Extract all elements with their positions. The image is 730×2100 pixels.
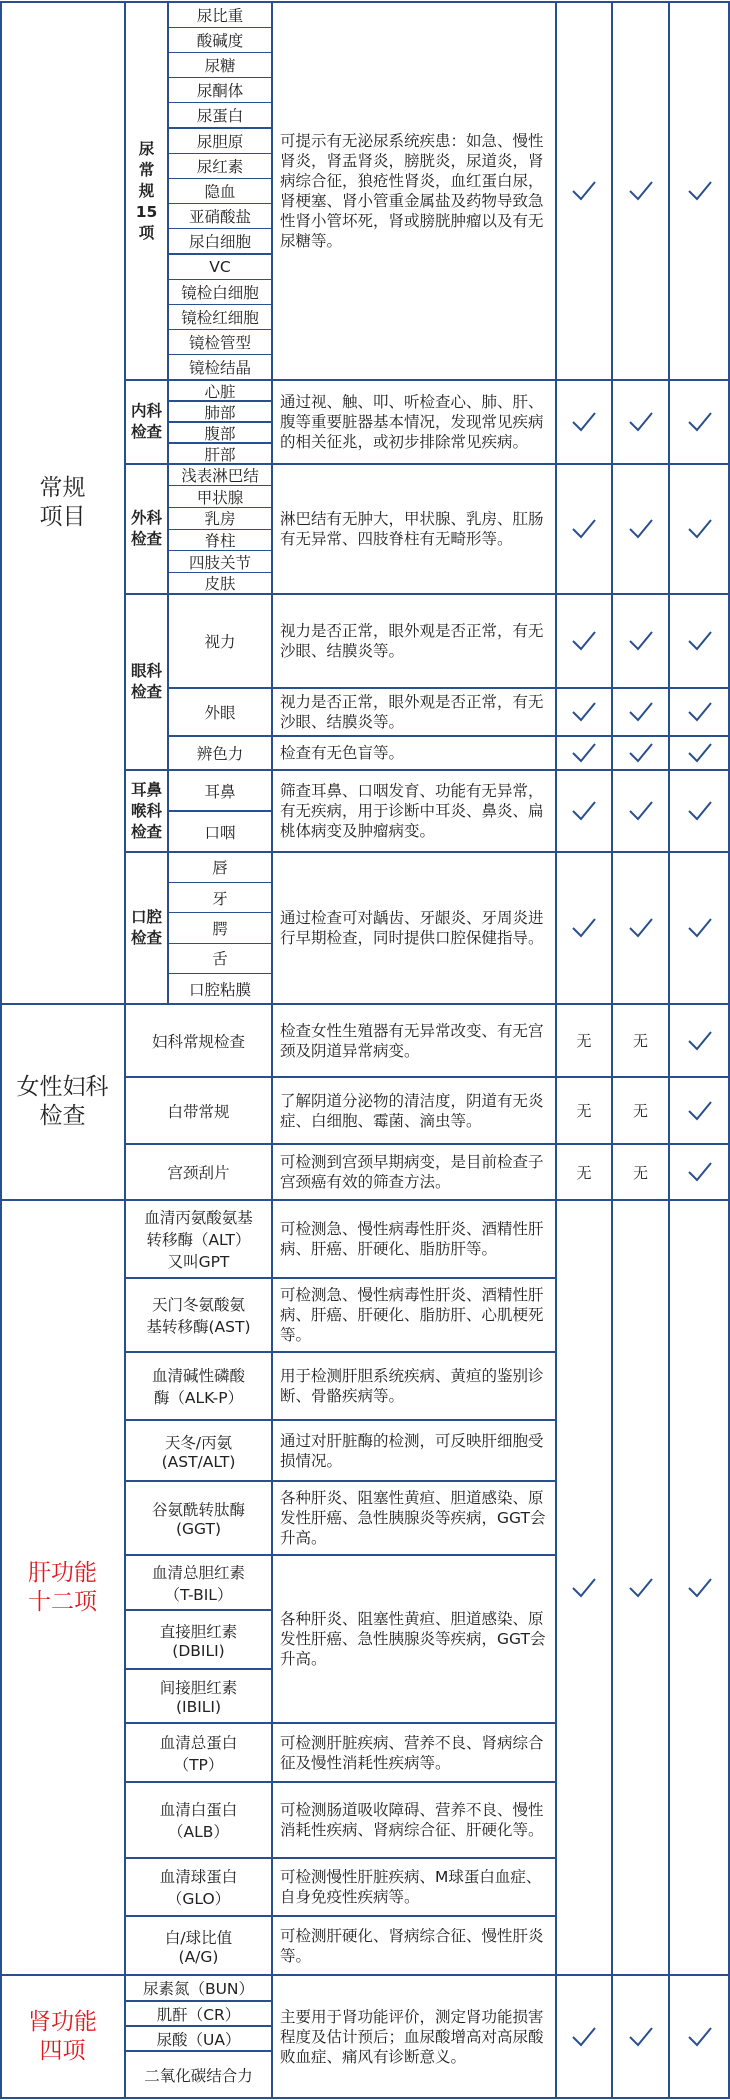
grid-line — [272, 1419, 556, 1420]
grid-line — [125, 1915, 272, 1916]
eye-desc: 检查有无色盲等。 — [280, 744, 405, 762]
check-icon — [612, 1200, 669, 1975]
grid-line — [168, 550, 272, 551]
grid-line — [168, 52, 272, 53]
grid-line — [125, 1277, 272, 1278]
eye-item: 辨色力 — [196, 745, 244, 763]
check-icon — [556, 464, 612, 594]
ent-group-label: 耳鼻 喉科 检查 — [130, 780, 162, 841]
liver-desc: 可检测急、慢性病毒性肝炎、酒精性肝病、肝癌、肝硬化、脂肪肝等。 — [280, 1220, 544, 1258]
liver-item: 血清碱性磷酸 酶（ALK-P） — [151, 1367, 245, 1407]
grid-line — [125, 1781, 272, 1782]
grid-line — [168, 178, 272, 179]
grid-line — [0, 1003, 730, 1005]
grid-line — [168, 973, 272, 974]
liver-item: 天冬/丙氨 (AST/ALT) — [161, 1433, 236, 1471]
check-icon — [612, 770, 669, 852]
grid-line — [168, 127, 272, 128]
internal-item: 心脏 — [204, 382, 236, 401]
kidney-item: 尿酸（UA） — [156, 2030, 241, 2049]
urine-item: 镜检结晶 — [188, 359, 251, 378]
check-icon — [556, 1200, 612, 1975]
grid-line — [167, 2, 169, 1004]
grid-line — [271, 2, 273, 1004]
check-icon — [556, 380, 612, 464]
grid-line — [0, 1199, 730, 1201]
kidney-item: 肌酐（CR） — [156, 2005, 241, 2024]
eye-item: 外眼 — [204, 704, 236, 722]
section-label-liver: 肝功能 十二项 — [28, 1559, 97, 1615]
not-included-label: 无 — [632, 1163, 648, 1182]
grid-line — [168, 687, 730, 688]
surgery-item: 脊柱 — [204, 531, 236, 550]
check-icon — [669, 1077, 730, 1144]
grid-line — [271, 1004, 273, 1200]
section-label-gyn: 女性妇科 检查 — [16, 1074, 109, 1129]
check-icon — [669, 688, 730, 736]
ent-item: 耳鼻 — [204, 782, 236, 801]
grid-line — [272, 1722, 556, 1723]
gyn-desc: 检查女性生殖器有无异常改变、有无宫颈及阴道异常病变。 — [280, 1021, 544, 1060]
grid-line — [272, 1857, 556, 1858]
check-icon — [556, 2, 612, 380]
grid-line — [272, 1781, 556, 1782]
grid-line — [125, 2025, 272, 2026]
grid-line — [0, 1, 730, 3]
liver-desc: 可检测慢性肝脏疾病、M球蛋白血症、自身免疫性疾病等。 — [280, 1868, 542, 1906]
grid-line — [555, 2, 557, 2098]
liver-item: 间接胆红素 (IBILI) — [159, 1679, 238, 1716]
surgery-item: 皮肤 — [204, 575, 236, 594]
grid-line — [168, 153, 272, 154]
check-icon — [556, 770, 612, 852]
check-icon — [612, 852, 669, 1004]
check-icon — [669, 1144, 730, 1200]
check-icon — [556, 688, 612, 736]
check-icon — [669, 594, 730, 688]
check-icon — [612, 380, 669, 464]
liver-item: 血清白蛋白 （ALB） — [159, 1801, 238, 1841]
urine-item: 尿白细胞 — [188, 233, 251, 252]
grid-line — [168, 203, 272, 204]
urine-item: 尿糖 — [204, 56, 236, 75]
check-icon — [556, 1975, 612, 2098]
grid-line — [272, 1277, 556, 1278]
grid-line — [168, 572, 272, 573]
oral-item: 牙 — [212, 889, 228, 908]
check-icon — [669, 736, 730, 770]
grid-line — [168, 943, 272, 944]
urine-item: 尿比重 — [196, 6, 244, 25]
oral-item: 口腔粘膜 — [188, 980, 251, 999]
grid-line — [611, 2, 613, 2098]
grid-line — [125, 1722, 272, 1723]
grid-line — [168, 77, 272, 78]
check-icon — [612, 2, 669, 380]
ent-desc: 筛查耳鼻、口咽发育、功能有无异常，有无疾病，用于诊断中耳炎、鼻炎、扁桃体病变及肿瘤病变。 — [280, 782, 544, 840]
urine-item: VC — [209, 257, 231, 276]
urine-item: 尿蛋白 — [196, 107, 244, 126]
surgery-desc: 淋巴结有无肿大，甲状腺、乳房、肛肠有无异常、四肢脊柱有无畸形等。 — [280, 510, 544, 549]
internal-desc: 通过视、触、叩、听检查心、肺、肝、腹等重要脏器基本情况，发现常见疾病的相关征兆，或初步排除常见疾病。 — [280, 393, 544, 451]
eye-desc: 视力是否正常，眼外观是否正常，有无沙眼、结膜炎等。 — [280, 693, 544, 731]
eye-item: 视力 — [204, 633, 236, 652]
urine-item: 镜检红细胞 — [181, 308, 259, 327]
grid-line — [0, 2, 2, 2098]
grid-line — [668, 2, 670, 2098]
check-icon — [612, 736, 669, 770]
grid-line — [272, 1554, 556, 1555]
urine-item: 隐血 — [204, 182, 236, 201]
check-icon — [669, 770, 730, 852]
gyn-desc: 了解阴道分泌物的清洁度，阴道有无炎症、白细胞、霉菌、滴虫等。 — [280, 1091, 544, 1130]
check-icon — [612, 594, 669, 688]
grid-line — [168, 735, 730, 736]
grid-line — [168, 912, 272, 913]
check-icon — [556, 736, 612, 770]
grid-line — [272, 1915, 556, 1916]
liver-item: 血清总胆红素 （T-BIL） — [151, 1563, 245, 1604]
liver-desc: 可检测肝脏疾病、营养不良、肾病综合征及慢性消耗性疾病等。 — [280, 1733, 544, 1772]
grid-line — [0, 1974, 730, 1976]
grid-line — [0, 2097, 730, 2099]
check-icon — [669, 1004, 730, 1077]
not-included-label: 无 — [632, 1032, 648, 1050]
internal-group-label: 内科 检查 — [130, 402, 162, 441]
liver-desc: 用于检测肝胆系统疾病、黄疸的鉴别诊断、骨骼疾病等。 — [280, 1367, 544, 1405]
internal-item: 腹部 — [204, 424, 236, 443]
liver-desc: 可检测肠道吸收障碍、营养不良、慢性消耗性疾病、肾病综合征、肝硬化等。 — [280, 1801, 544, 1839]
not-included-label: 无 — [576, 1032, 592, 1050]
grid-line — [168, 485, 272, 486]
oral-item: 舌 — [212, 950, 228, 969]
urine-item: 亚硝酸盐 — [188, 208, 251, 227]
grid-line — [272, 1480, 556, 1481]
check-icon — [612, 464, 669, 594]
grid-line — [271, 1975, 273, 2098]
grid-line — [125, 1857, 272, 1858]
liver-desc: 可检测肝硬化、肾病综合征、慢性肝炎等。 — [280, 1926, 544, 1965]
grid-line — [125, 2050, 272, 2051]
liver-item: 天门冬氨酸氨 基转移酶(AST) — [146, 1296, 251, 1336]
urine-desc: 可提示有无泌尿系统疾患：如急、慢性肾炎，肾盂肾炎，膀胱炎，尿道炎，肾病综合征，狼疮性肾炎，血红蛋白尿，肾梗塞、肾小管重金属盐及药物导致急性肾小管坏死，肾或膀胱肿瘤以及有无尿糖等。 — [280, 132, 544, 250]
kidney-item: 尿素氮（BUN） — [142, 1980, 255, 1998]
surgery-item: 乳房 — [204, 510, 236, 529]
grid-line — [125, 1609, 272, 1610]
oral-item: 唇 — [212, 859, 228, 878]
check-icon — [669, 852, 730, 1004]
grid-line — [124, 1004, 126, 1200]
grid-line — [125, 1554, 272, 1555]
liver-item: 血清丙氨酸氨基 转移酶（ALT） 又叫GPT — [144, 1209, 253, 1271]
oral-desc: 通过检查可对龋齿、牙龈炎、牙周炎进行早期检查，同时提供口腔保健指导。 — [280, 909, 544, 947]
internal-item: 肝部 — [204, 445, 236, 464]
gyn-item: 宫颈刮片 — [167, 1164, 230, 1182]
check-icon — [556, 852, 612, 1004]
grid-line — [125, 1351, 272, 1352]
liver-item: 谷氨酰转肽酶 (GGT) — [151, 1501, 245, 1538]
surgery-group-label: 外科 检查 — [130, 509, 162, 549]
grid-line — [125, 1143, 730, 1144]
urine-item: 尿红素 — [196, 157, 244, 176]
surgery-item: 甲状腺 — [196, 488, 244, 507]
urine-item: 镜检管型 — [188, 334, 251, 353]
liver-desc: 可检测急、慢性病毒性肝炎、酒精性肝病、肝癌、肝硬化、脂肪肝、心肌梗死等。 — [280, 1286, 544, 1344]
liver-item: 直接胆红素 (DBILI) — [159, 1622, 238, 1660]
grid-line — [168, 228, 272, 229]
check-icon — [669, 380, 730, 464]
eye-desc: 视力是否正常，眼外观是否正常，有无沙眼、结膜炎等。 — [280, 622, 544, 661]
grid-line — [168, 102, 272, 103]
section-label-kidney: 肾功能 四项 — [28, 2008, 97, 2064]
check-icon — [669, 1200, 730, 1975]
check-icon — [556, 594, 612, 688]
grid-line — [168, 253, 272, 254]
not-included-label: 无 — [632, 1102, 648, 1120]
gyn-item: 妇科常规检查 — [151, 1032, 245, 1051]
grid-line — [124, 2, 126, 1004]
grid-line — [125, 1480, 272, 1481]
not-included-label: 无 — [576, 1102, 592, 1120]
grid-line — [168, 442, 272, 443]
check-icon — [669, 1975, 730, 2098]
ent-item: 口咽 — [204, 823, 236, 842]
surgery-item: 浅表淋巴结 — [181, 466, 259, 485]
gyn-desc: 可检测到宫颈早期病变，是目前检查子宫颈癌有效的筛查方法。 — [280, 1153, 544, 1191]
oral-item: 腭 — [212, 919, 228, 938]
grid-line — [168, 507, 272, 508]
grid-line — [168, 400, 272, 401]
grid-line — [168, 354, 272, 355]
check-icon — [612, 1975, 669, 2098]
grid-line — [125, 1076, 730, 1077]
kidney-desc: 主要用于肾功能评价，测定肾功能损害程度及估计预后；血尿酸增高对高尿酸败血症、痛风有诊断意义。 — [280, 2007, 544, 2066]
grid-line — [168, 304, 272, 305]
grid-line — [125, 1668, 272, 1669]
liver-desc: 各种肝炎、阻塞性黄疸、胆道感染、原发性肝癌、急性胰腺炎等疾病，GGT会升高。 — [280, 1610, 546, 1668]
gyn-item: 白带常规 — [167, 1102, 230, 1121]
grid-line — [272, 1351, 556, 1352]
check-icon — [669, 2, 730, 380]
oral-group-label: 口腔 检查 — [130, 908, 162, 947]
grid-line — [168, 279, 272, 280]
urine-item: 镜检白细胞 — [181, 283, 259, 302]
liver-desc: 各种肝炎、阻塞性黄疸、胆道感染、原发性肝癌、急性胰腺炎等疾病，GGT会升高。 — [280, 1489, 546, 1547]
urine-item: 尿胆原 — [196, 132, 244, 151]
grid-line — [168, 27, 272, 28]
not-included-label: 无 — [576, 1163, 592, 1182]
kidney-item: 二氧化碳结合力 — [144, 2066, 253, 2085]
grid-line — [168, 529, 272, 530]
check-icon — [669, 464, 730, 594]
grid-line — [168, 810, 272, 811]
liver-desc: 通过对肝脏酶的检测，可反映肝细胞受损情况。 — [280, 1431, 544, 1470]
check-icon — [612, 688, 669, 736]
urine-item: 酸碱度 — [196, 31, 244, 50]
internal-item: 肺部 — [204, 403, 236, 422]
grid-line — [168, 882, 272, 883]
urine-group-label: 尿 常 规 15 项 — [135, 139, 158, 242]
urine-item: 尿酮体 — [196, 82, 244, 101]
grid-line — [125, 2000, 272, 2001]
grid-line — [124, 1975, 126, 2098]
grid-line — [168, 329, 272, 330]
surgery-item: 四肢关节 — [188, 553, 251, 572]
grid-line — [124, 1200, 126, 1975]
eye-group-label: 眼科 检查 — [130, 662, 162, 702]
liver-item: 血清总蛋白 （TP） — [159, 1733, 238, 1774]
liver-item: 血清球蛋白 （GLO） — [159, 1868, 238, 1908]
grid-line — [271, 1200, 273, 1975]
grid-line — [168, 421, 272, 422]
grid-line — [125, 1419, 272, 1420]
section-label-routine: 常规 项目 — [39, 475, 86, 530]
liver-item: 白/球比值 (A/G) — [164, 1928, 233, 1966]
